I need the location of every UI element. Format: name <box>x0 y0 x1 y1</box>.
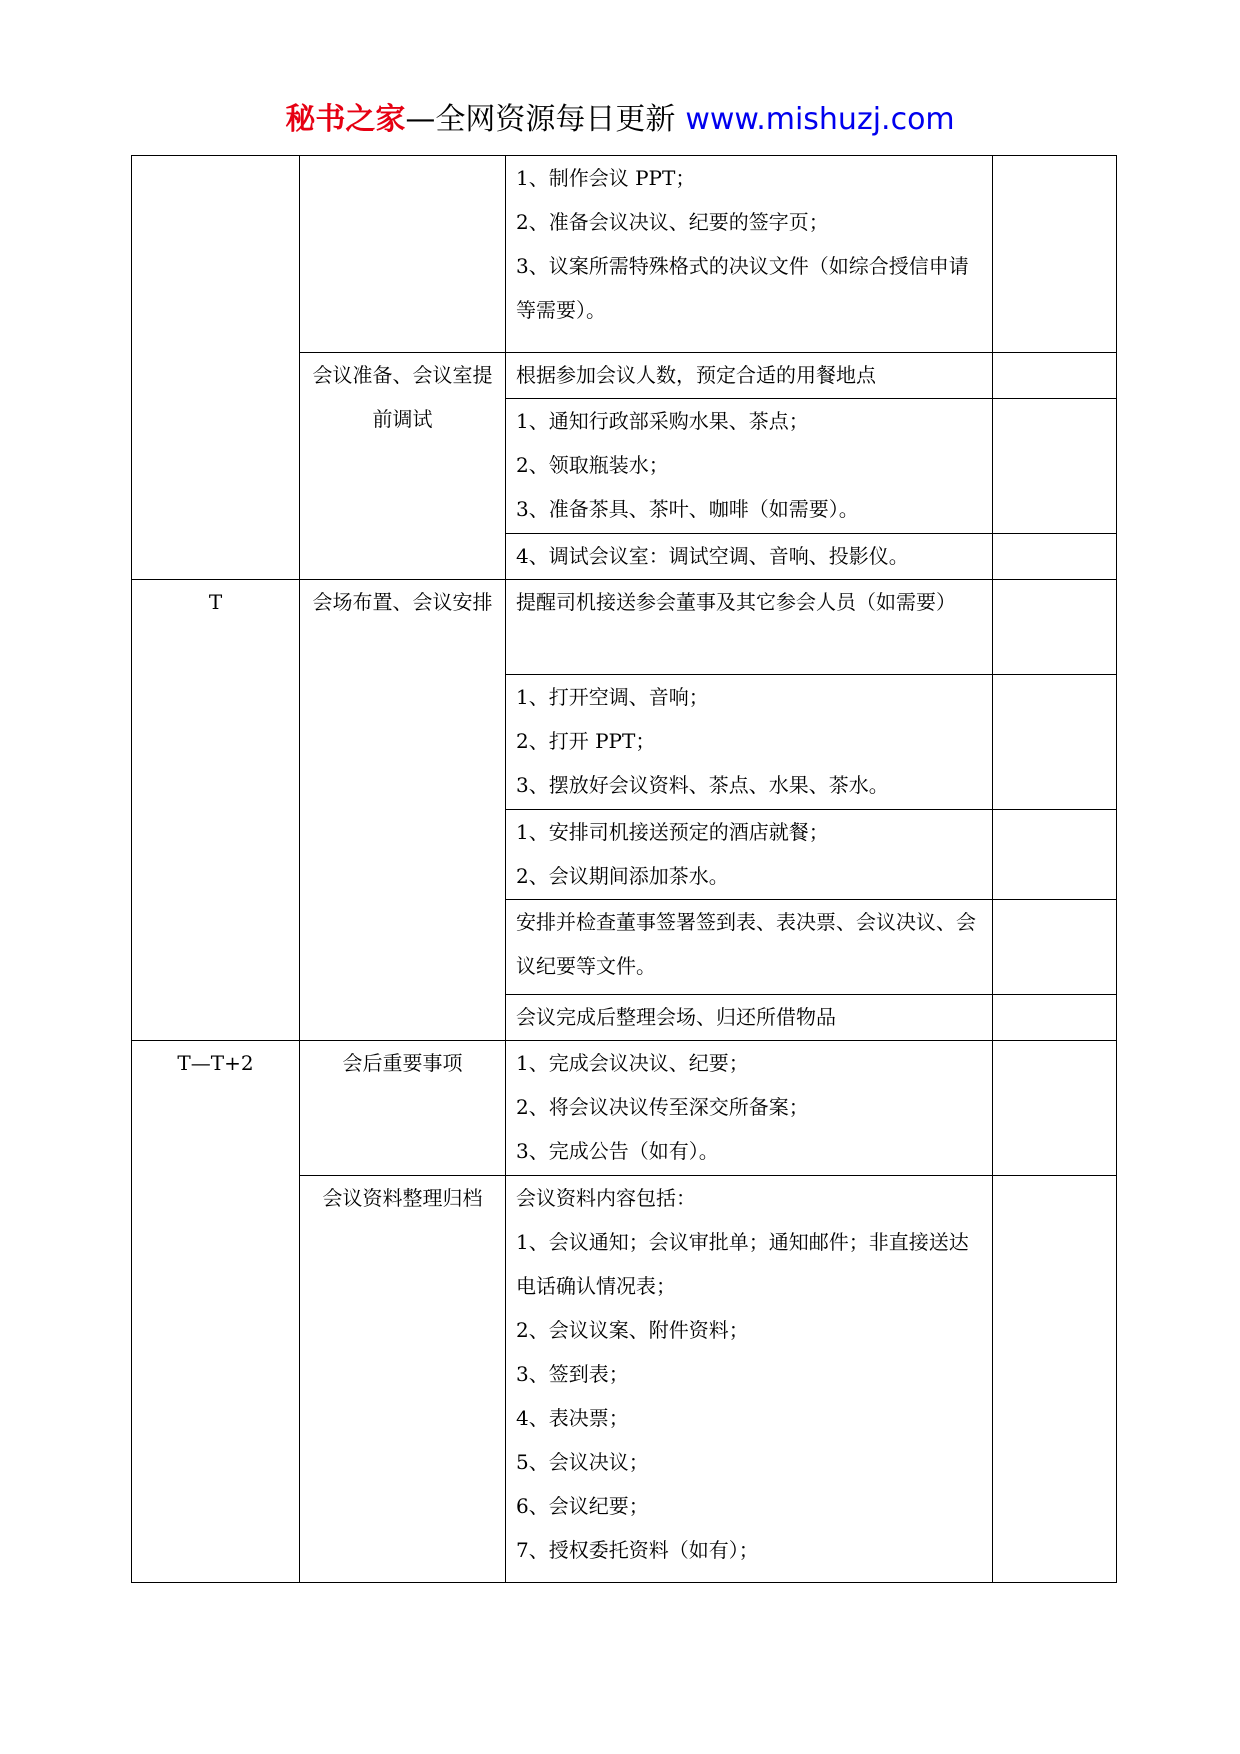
remark-cell <box>993 1176 1117 1583</box>
content-line: 4、表决票； <box>516 1406 629 1430</box>
content-line: 6、会议纪要； <box>516 1494 649 1518</box>
meeting-procedure-table <box>131 155 1117 1583</box>
content-cell <box>506 156 993 353</box>
remark-cell <box>993 353 1117 399</box>
header-slogan: 全网资源每日更新 <box>435 102 676 137</box>
content-line: 3、议案所需特殊格式的决议文件（如综合授信申请等需要）。 <box>516 254 969 322</box>
remark-cell <box>993 399 1117 534</box>
content-line: 1、完成会议决议、纪要； <box>516 1051 749 1075</box>
content-cell <box>506 580 993 675</box>
header-dash: — <box>405 102 436 137</box>
content-cell <box>506 675 993 810</box>
content-line: 1、制作会议 PPT； <box>516 166 696 190</box>
content-cell <box>506 353 993 399</box>
header-url-link[interactable]: www.mishuzj.com <box>685 102 955 137</box>
content-line: 2、将会议决议传至深交所备案； <box>516 1095 809 1119</box>
content-line: 1、会议通知；会议审批单；通知邮件；非直接送达电话确认情况表； <box>516 1230 969 1298</box>
item-cell <box>300 1041 506 1176</box>
page-header <box>0 100 1240 140</box>
content-line: 会议完成后整理会场、归还所借物品 <box>516 1005 836 1029</box>
content-cell <box>506 900 993 995</box>
content-cell <box>506 534 993 580</box>
remark-cell <box>993 995 1117 1041</box>
content-line: 3、完成公告（如有）。 <box>516 1139 719 1163</box>
item-cell <box>300 580 506 1041</box>
item-cell <box>300 1176 506 1583</box>
remark-cell <box>993 675 1117 810</box>
stage-label: T <box>208 590 223 614</box>
content-cell <box>506 810 993 900</box>
content-line: 会议资料内容包括： <box>516 1186 696 1210</box>
table-row <box>132 580 1117 675</box>
remark-cell <box>993 1041 1117 1176</box>
content-line: 2、会议期间添加茶水。 <box>516 864 729 888</box>
remark-cell <box>993 534 1117 580</box>
stage-cell-empty <box>132 156 300 580</box>
content-cell <box>506 1041 993 1176</box>
content-line: 2、领取瓶装水； <box>516 453 669 477</box>
content-cell <box>506 1176 993 1583</box>
item-label: 会场布置、会议安排 <box>312 590 493 614</box>
content-line: 5、会议决议； <box>516 1450 649 1474</box>
content-cell <box>506 995 993 1041</box>
content-line: 提醒司机接送参会董事及其它参会人员（如需要） <box>516 590 956 614</box>
stage-cell <box>132 1041 300 1583</box>
content-cell <box>506 399 993 534</box>
item-cell-empty <box>300 156 506 353</box>
stage-label: T—T+2 <box>177 1051 254 1075</box>
table-row <box>132 1041 1117 1176</box>
item-label: 会议资料整理归档 <box>322 1186 483 1210</box>
content-line: 2、会议议案、附件资料； <box>516 1318 749 1342</box>
content-line: 1、安排司机接送预定的酒店就餐； <box>516 820 829 844</box>
remark-cell <box>993 900 1117 995</box>
content-line: 安排并检查董事签署签到表、表决票、会议决议、会议纪要等文件。 <box>516 910 976 978</box>
content-line: 4、调试会议室：调试空调、音响、投影仪。 <box>516 544 909 568</box>
content-line: 7、授权委托资料（如有）； <box>516 1538 759 1562</box>
content-line: 3、准备茶具、茶叶、咖啡（如需要）。 <box>516 497 859 521</box>
content-line: 根据参加会议人数，预定合适的用餐地点 <box>516 363 876 387</box>
item-label: 会后重要事项 <box>342 1051 463 1075</box>
content-line: 2、准备会议决议、纪要的签字页； <box>516 210 829 234</box>
remark-cell <box>993 580 1117 675</box>
item-cell <box>300 353 506 580</box>
header-brand: 秘书之家 <box>285 102 406 137</box>
content-line: 2、打开 PPT； <box>516 729 656 753</box>
content-line: 3、签到表； <box>516 1362 629 1386</box>
content-line: 1、通知行政部采购水果、茶点； <box>516 409 809 433</box>
content-line: 3、摆放好会议资料、茶点、水果、茶水。 <box>516 773 889 797</box>
remark-cell <box>993 156 1117 353</box>
remark-cell <box>993 810 1117 900</box>
table-row <box>132 156 1117 353</box>
content-line: 1、打开空调、音响； <box>516 685 709 709</box>
stage-cell <box>132 580 300 1041</box>
item-label: 会议准备、会议室提前调试 <box>312 363 493 431</box>
